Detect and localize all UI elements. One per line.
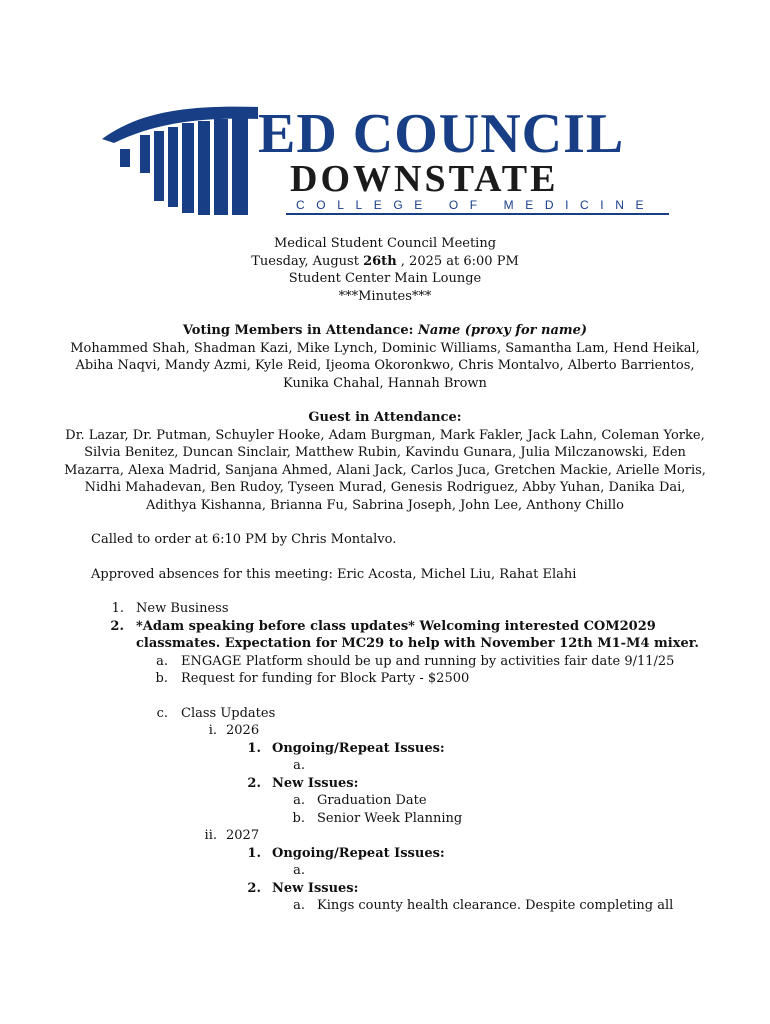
sub-letter: b. (155, 671, 168, 686)
sub-letter: a. (156, 654, 168, 669)
class-2027: 2027 (226, 828, 260, 843)
meeting-location: Student Center Main Lounge (288, 271, 482, 286)
building-pillars-graphic (100, 103, 260, 220)
minutes-label: ***Minutes*** (338, 288, 432, 304)
guests-section (0, 409, 770, 514)
voting-line: Mohammed Shah, Shadman Kazi, Mike Lynch, Dominic Williams, Samantha Lam, Hend Heikal, (70, 340, 700, 356)
voting-line: Kunika Chahal, Hannah Brown (283, 375, 487, 391)
empty-item-letter: a. (293, 863, 305, 878)
logo-divider (286, 213, 669, 215)
roman-numeral: i. (208, 723, 217, 738)
new-issues-heading: New Issues: (272, 776, 359, 791)
called-to-order: Called to order at 6:10 PM by Chris Montalvo. (91, 532, 397, 547)
sub-item-engage: ENGAGE Platform should be up and running by activities fair date 9/11/25 (181, 654, 675, 669)
guest-line: Silvia Benitez, Duncan Sinclair, Matthew Rubin, Kavindu Gunara, Julia Milczanowski, Eden (84, 445, 686, 460)
approved-absences: Approved absences for this meeting: Eric Acosta, Michel Liu, Rahat Elahi (91, 567, 577, 582)
meeting-title: Medical Student Council Meeting (273, 236, 497, 251)
meeting-date: Tuesday, August 26th , 2025 at 6:00 PM (251, 253, 519, 269)
class-2026: 2026 (226, 723, 260, 738)
sub-item-class-updates: Class Updates (181, 706, 276, 721)
guest-line: Adithya Kishanna, Brianna Fu, Sabrina Joseph, John Lee, Anthony Chillo (146, 497, 624, 513)
roman-numeral: ii. (204, 828, 217, 843)
new-issues-heading: New Issues: (272, 881, 359, 896)
guest-line: Nidhi Mahadevan, Ben Rudoy, Tyseen Murad, Genesis Rodriguez, Abby Yuhan, Danika Dai, (84, 480, 686, 495)
agenda-item-new-business: New Business (136, 601, 229, 616)
issue-number: 2. (247, 776, 261, 791)
voting-members-section (0, 322, 770, 392)
issue-kings-county: Kings county health clearance. Despite completing all (317, 898, 674, 913)
guest-line: Dr. Lazar, Dr. Putman, Schuyler Hooke, Adam Burgman, Mark Fakler, Jack Lahn, Coleman Yorke, (65, 427, 705, 443)
empty-item-letter: a. (293, 758, 305, 773)
agenda-item-welcome-cont: classmates. Expectation for MC29 to help with November 12th M1-M4 mixer. (136, 636, 699, 651)
sub-letter: c. (156, 706, 168, 721)
agenda-item-welcome: *Adam speaking before class updates* Welcoming interested COM2029 (136, 619, 656, 634)
issue-number: 1. (247, 741, 261, 756)
issue-graduation-date: Graduation Date (317, 793, 427, 808)
logo-line-ed-council: ED COUNCIL (258, 103, 625, 165)
voting-heading: Voting Members in Attendance: Name (proxy for name) (182, 323, 588, 338)
ongoing-issues-heading: Ongoing/Repeat Issues: (272, 846, 445, 861)
sub-letter: b. (292, 811, 305, 826)
guest-line: Mazarra, Alexa Madrid, Sanjana Ahmed, Alani Jack, Carlos Juca, Gretchen Mackie, Arielle Moris, (64, 462, 706, 478)
logo-line-college: COLLEGE OF MEDICINE (296, 198, 656, 212)
logo-line-downstate: DOWNSTATE (290, 158, 559, 200)
ongoing-issues-heading: Ongoing/Repeat Issues: (272, 741, 445, 756)
sub-item-block-party: Request for funding for Block Party - $2500 (181, 671, 470, 686)
agenda-number: 1. (111, 601, 124, 616)
issue-senior-week: Senior Week Planning (317, 811, 463, 826)
issue-number: 1. (247, 846, 261, 861)
issue-number: 2. (247, 881, 261, 896)
sub-letter: a. (293, 793, 305, 808)
voting-line: Abiha Naqvi, Mandy Azmi, Kyle Reid, Ijeoma Okoronkwo, Chris Montalvo, Alberto Barrientos, (75, 358, 695, 373)
agenda-number: 2. (110, 619, 124, 634)
guests-heading: Guest in Attendance: (308, 410, 462, 425)
sub-letter: a. (293, 898, 305, 913)
meeting-header (0, 235, 770, 305)
